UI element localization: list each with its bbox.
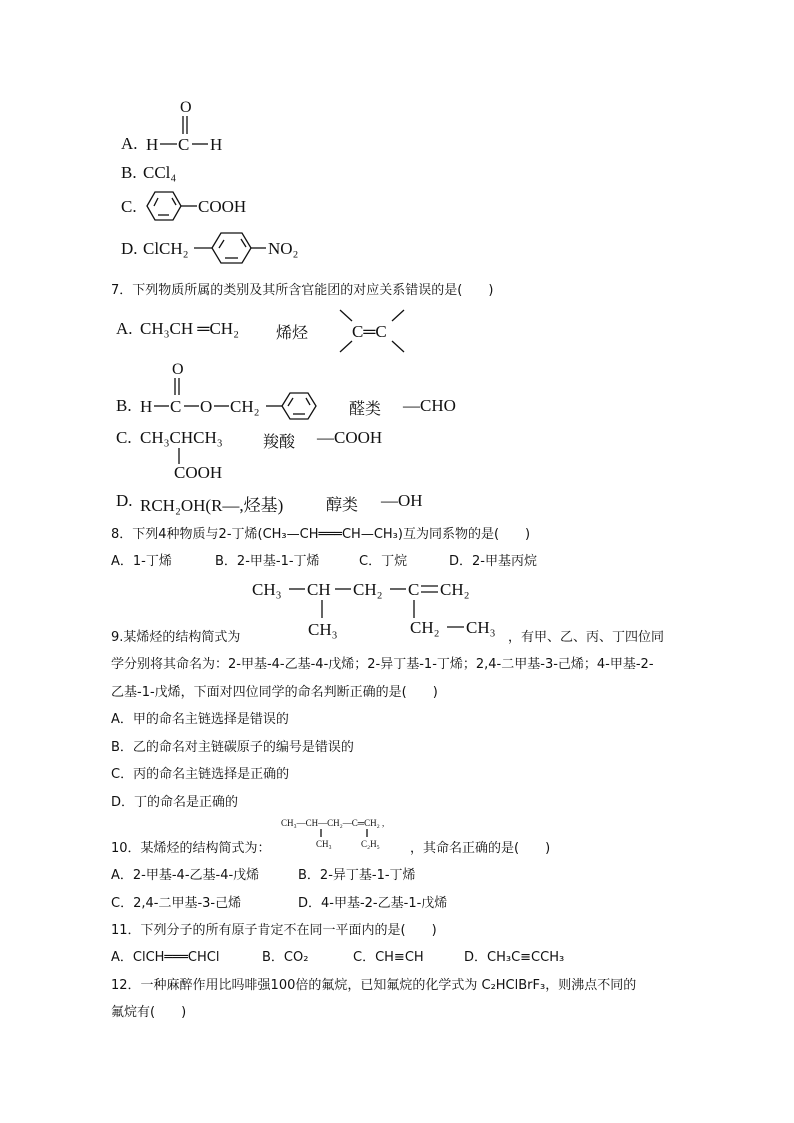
option-d: D．丁的命名是正确的: [111, 795, 239, 810]
benzene-ring-icon: [141, 188, 201, 228]
option-b: B．乙的命名对主链碳原子的编号是错误的: [111, 740, 354, 755]
option-label: A.: [116, 319, 133, 338]
question-7-stem: 7．下列物质所属的类别及其所含官能团的对应关系错误的是( ): [111, 283, 494, 298]
svg-text:H: H: [140, 397, 153, 416]
option-label: D.: [116, 491, 133, 510]
q10-structural-formula: [281, 814, 421, 852]
svg-text:CH₂: CH₂: [440, 580, 470, 599]
formula: CH₃CHCH₃: [140, 428, 223, 447]
option-label: C.: [116, 428, 132, 447]
option-c: C．CH≡CH: [353, 950, 424, 965]
svg-text:C: C: [178, 135, 190, 154]
svg-text:C₂H₅: C₂H₅: [361, 839, 380, 849]
svg-text:CH₂: CH₂: [353, 580, 383, 599]
option-a: A．1-丁烯: [111, 554, 172, 569]
svg-text:CH₃: CH₃: [252, 580, 282, 599]
option-a: A．ClCH═══CHCl: [111, 950, 220, 965]
nitro-group: NO₂: [268, 239, 299, 258]
question-10-stem-tail: ，其命名正确的是( ): [410, 841, 551, 856]
question-8-stem: 8．下列4种物质与2-丁烯(CH₃—CH═══CH—CH₃)互为同系物的是( ): [111, 527, 531, 542]
q9-structural-formula: [250, 575, 510, 643]
compound-class: 羧酸: [263, 432, 296, 451]
svg-text:CH₃: CH₃: [316, 839, 332, 849]
functional-group: C═C: [352, 322, 387, 341]
benzene-ring-icon: [282, 393, 316, 419]
svg-text:CH: CH: [307, 580, 331, 599]
option-c: C．2,4-二甲基-3-己烯: [111, 896, 242, 911]
functional-group: —OH: [381, 491, 423, 510]
carboxyl-group: COOH: [198, 197, 247, 216]
question-11-stem: 11．下列分子的所有原子肯定不在同一平面内的是( ): [111, 923, 437, 938]
option-label: B.: [121, 163, 137, 182]
question-12-stem-line1: 12．一种麻醉作用比吗啡强100倍的氟烷，已知氟烷的化学式为 C₂HClBrF₃，则沸点不同的: [111, 978, 637, 993]
svg-text:CH₃: CH₃: [308, 620, 338, 639]
svg-text:C: C: [408, 580, 420, 599]
branch-group: COOH: [174, 463, 223, 482]
functional-group: —CHO: [403, 396, 456, 415]
option-b: B．2-甲基-1-丁烯: [215, 554, 320, 569]
question-9-stem-tail: ，有甲、乙、丙、丁四位同: [508, 630, 665, 645]
compound-class: 烯烃: [276, 323, 309, 342]
svg-text:H: H: [146, 135, 159, 154]
svg-text:CH₃—CH—CH₂—C═CH₂ ,: CH₃—CH—CH₂—C═CH₂ ,: [281, 818, 385, 828]
svg-text:H: H: [210, 135, 223, 154]
option-label: A.: [121, 134, 138, 153]
option-label: B.: [116, 396, 132, 415]
option-d: D．4-甲基-2-乙基-1-戊烯: [298, 896, 448, 911]
compound-class: 醛类: [349, 399, 382, 418]
svg-text:O: O: [180, 99, 192, 116]
question-9-stem-line3: 乙基-1-戊烯，下面对四位同学的命名判断正确的是( ): [111, 685, 438, 700]
formula: CH₃CH ═CH₂: [140, 319, 239, 338]
option-a: A．甲的命名主链选择是错误的: [111, 712, 289, 727]
compound-class: 醇类: [326, 495, 359, 514]
svg-text:CH₂: CH₂: [410, 618, 440, 637]
svg-text:CH₃: CH₃: [466, 618, 496, 637]
question-9-stem-line2: 学分别将其命名为：2-甲基-4-乙基-4-戊烯；2-异丁基-1-丁烯；2,4-二甲基-3-己烯；4-甲基-2-: [111, 657, 654, 672]
formula: CCl₄: [143, 163, 177, 182]
alkene-double-bond-icon: [334, 306, 414, 356]
question-9-stem-start: 9.某烯烃的结构简式为: [111, 630, 241, 645]
functional-group: —COOH: [317, 428, 383, 447]
option-a: A．2-甲基-4-乙基-4-戊烯: [111, 868, 260, 883]
formula-prefix: ClCH₂: [143, 239, 189, 258]
option-b: B．CO₂: [262, 950, 309, 965]
svg-text:CH₂: CH₂: [230, 397, 260, 416]
option-b: B．2-异丁基-1-丁烯: [298, 868, 416, 883]
option-d: D．2-甲基丙烷: [449, 554, 537, 569]
question-10-stem: 10．某烯烃的结构简式为：: [111, 841, 271, 856]
option-c: C．丁烷: [359, 554, 408, 569]
option-c: C．丙的命名主链选择是正确的: [111, 767, 290, 782]
option-label: D.: [121, 239, 138, 258]
svg-text:O: O: [172, 361, 184, 378]
svg-text:O: O: [200, 397, 213, 416]
option-label: C.: [121, 197, 137, 216]
formaldehyde-structure: [140, 96, 240, 156]
option-d: D．CH₃C≡CCH₃: [464, 950, 565, 965]
question-12-stem-line2: 氟烷有( ): [111, 1005, 187, 1020]
svg-text:C: C: [170, 397, 182, 416]
benzyl-formate-structure: [138, 358, 338, 422]
formula: RCH₂OH(R—,烃基): [140, 496, 284, 515]
